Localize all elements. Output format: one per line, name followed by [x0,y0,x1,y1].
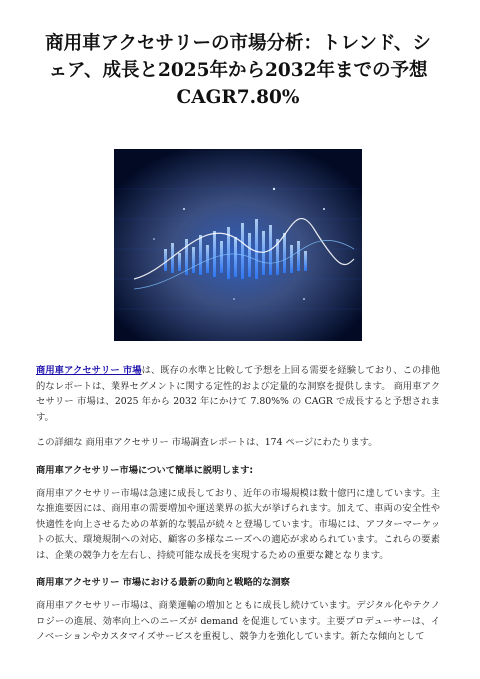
trends-paragraph: 商用車アクセサリー市場は、商業運輸の増加とともに成長し続けています。デジタル化やテクノロジーの進展、効率向上へのニーズが demand を促進しています。主要プロデューサーは、イノベーションやカスタマイズサービスを重視し、競争力を強化しています。新たな傾向として [36,600,440,642]
title-line-3: CAGR7.80% [176,87,300,108]
section-heading-trends: 商用車アクセサリー 市場における最新の動向と戦略的な洞察 [36,577,290,588]
hero-image [114,149,362,341]
overview-paragraph: 商用車アクセサリー市場は急速に成長しており、近年の市場規模は数十億円に達しています。主な推進要因には、商用車の需要増加や運送業界の拡大が挙げられます。加えて、車両の安全性や快適性を向上させるための革新的な製品が続々と登場しています。市場には、アフターマーケットの拡大、環境規制への対応、顧客の多様なニーズへの適応が求められています。これらの要素は、企業の競争力を左右し、持続可能な成長を実現するための重要な鍵となります。 [36,487,440,561]
title-line-2: ェア、成長と2025年から2032年までの予想 [48,60,428,81]
document-title [36,30,440,111]
market-link[interactable]: 商用車アクセサリー 市場 [36,365,142,376]
page-count-paragraph: この詳細な 商用車アクセサリー 市場調査レポートは、174 ページにわたります。 [36,437,378,448]
intro-paragraph: 商用車アクセサリー 市場は、既存の水準と比較して予想を上回る需要を経験しており、この排他的なレポートは、業界セグメントに関する定性的および定量的な洞察を提供します。 商用車アクセサリー 市場は、2025 年から 2032 年にかけて 7.80%% の CAGR で成長すると予想されます。 [36,365,440,423]
title-line-1: 商用車アクセサリーの市場分析：トレンド、シ [45,33,431,54]
section-heading-overview: 商用車アクセサリー市場について簡単に説明します: [36,464,254,476]
